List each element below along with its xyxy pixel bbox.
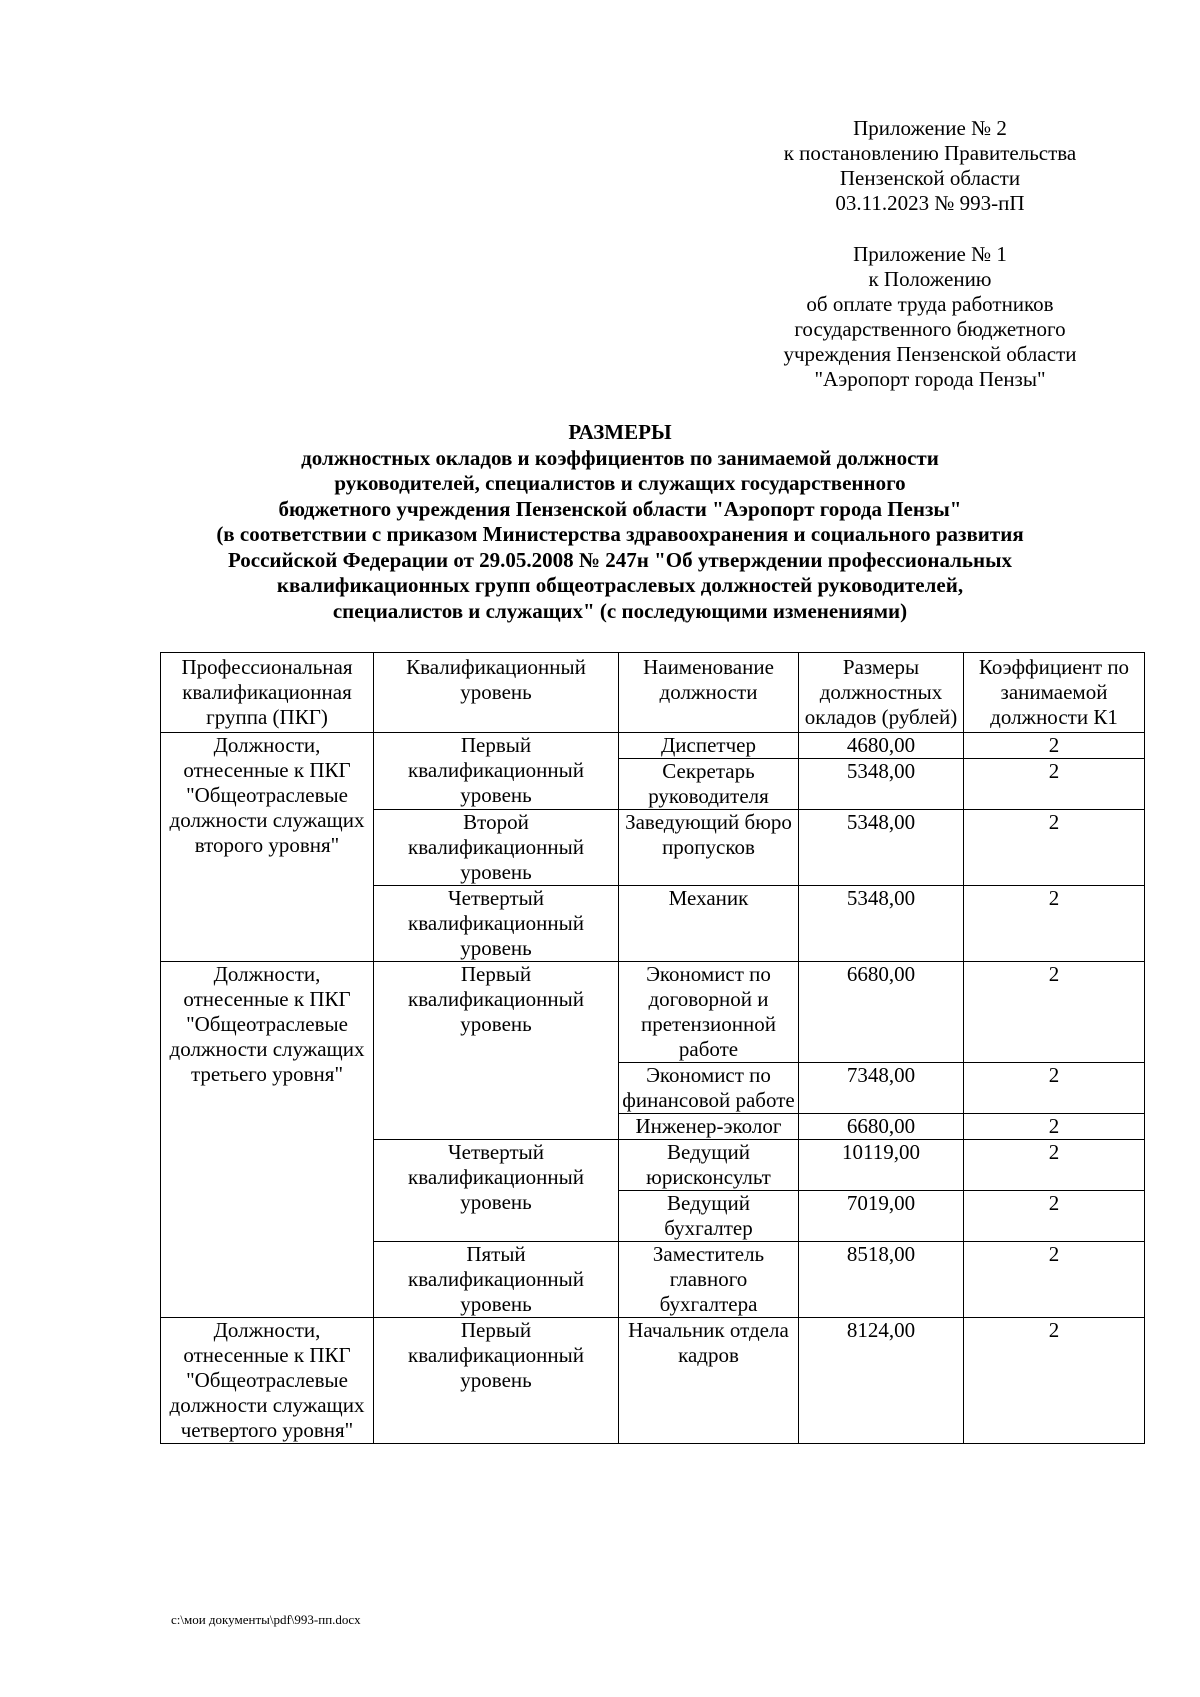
salary-table [160, 652, 1145, 1444]
coefficient-cell: 2 [964, 1191, 1145, 1242]
qual-level-cell: Первый квалификационный уровень [374, 733, 619, 810]
position-cell: Ведущий юрисконсульт [619, 1140, 799, 1191]
coefficient-cell: 2 [964, 810, 1145, 886]
position-cell: Экономист по финансовой работе [619, 1063, 799, 1114]
table-row [161, 962, 1145, 1063]
title-line: Российской Федерации от 29.05.2008 № 247н "Об утверждении профессиональных [227, 547, 1013, 572]
appendix-1-header [760, 242, 1100, 392]
title-line: (в соответствии с приказом Министерства здравоохранения и социального развития [216, 522, 1024, 546]
salary-cell: 6680,00 [799, 1114, 964, 1140]
title-heading: РАЗМЕРЫ [568, 420, 672, 444]
position-cell: Экономист по договорной и претензионной работе [619, 962, 799, 1063]
pkg-group-cell: Должности, отнесенные к ПКГ "Общеотраслевые должности служащих третьего уровня" [161, 962, 374, 1318]
coefficient-cell: 2 [964, 733, 1145, 759]
table-row [161, 733, 1145, 759]
header-line: государственного бюджетного [794, 317, 1066, 341]
column-header: Наименование должности [619, 653, 799, 733]
salary-cell: 5348,00 [799, 886, 964, 962]
position-cell: Заведующий бюро пропусков [619, 810, 799, 886]
pkg-group-cell: Должности, отнесенные к ПКГ "Общеотраслевые должности служащих второго уровня" [161, 733, 374, 962]
salary-cell: 5348,00 [799, 759, 964, 810]
title-line: руководителей, специалистов и служащих государственного [334, 471, 906, 495]
file-path-footer: c:\мои документы\pdf\993-пп.docx [171, 1612, 361, 1627]
position-cell: Заместитель главного бухгалтера [619, 1242, 799, 1318]
column-header: Профессиональная квалификационная группа (ПКГ) [161, 653, 374, 733]
coefficient-cell: 2 [964, 759, 1145, 810]
coefficient-cell: 2 [964, 1318, 1145, 1444]
coefficient-cell: 2 [964, 1140, 1145, 1191]
qual-level-cell: Четвертый квалификационный уровень [374, 1140, 619, 1242]
position-cell: Механик [619, 886, 799, 962]
position-cell: Ведущий бухгалтер [619, 1191, 799, 1242]
header-line: к Положению [868, 267, 992, 291]
qual-level-cell: Второй квалификационный уровень [374, 810, 619, 886]
coefficient-cell: 2 [964, 962, 1145, 1063]
title-line: квалификационных групп общеотраслевых должностей руководителей, [276, 573, 964, 597]
salary-cell: 8124,00 [799, 1318, 964, 1444]
position-cell: Диспетчер [619, 733, 799, 759]
position-cell: Секретарь руководителя [619, 759, 799, 810]
qual-level-cell: Четвертый квалификационный уровень [374, 886, 619, 962]
salary-cell: 6680,00 [799, 962, 964, 1063]
header-line: Пензенской области [839, 166, 1021, 190]
header-line: Приложение № 1 [853, 242, 1007, 266]
header-line: "Аэропорт города Пензы" [814, 367, 1046, 391]
title-line: бюджетного учреждения Пензенской области "Аэропорт города Пензы" [278, 496, 962, 521]
header-line: 03.11.2023 № 993-пП [835, 191, 1025, 215]
header-line: учреждения Пензенской области [783, 342, 1077, 366]
header-line: Приложение № 2 [853, 116, 1007, 140]
title-line: специалистов и служащих" (с последующими изменениями) [332, 598, 908, 623]
column-header: Коэффициент по занимаемой должности К1 [964, 653, 1145, 733]
appendix-2-header [760, 116, 1100, 216]
qual-level-cell: Первый квалификационный уровень [374, 1318, 619, 1444]
header-line: об оплате труда работников [806, 292, 1054, 316]
salary-cell: 5348,00 [799, 810, 964, 886]
coefficient-cell: 2 [964, 886, 1145, 962]
qual-level-cell: Пятый квалификационный уровень [374, 1242, 619, 1318]
salary-cell: 8518,00 [799, 1242, 964, 1318]
title-line: должностных окладов и коэффициентов по занимаемой должности [301, 445, 939, 470]
column-header: Квалификационный уровень [374, 653, 619, 733]
header-line: к постановлению Правительства [783, 141, 1077, 165]
coefficient-cell: 2 [964, 1063, 1145, 1114]
salary-cell: 7348,00 [799, 1063, 964, 1114]
coefficient-cell: 2 [964, 1114, 1145, 1140]
qual-level-cell: Первый квалификационный уровень [374, 962, 619, 1140]
salary-cell: 7019,00 [799, 1191, 964, 1242]
document-title [120, 420, 1120, 624]
table-row [161, 1318, 1145, 1444]
pkg-group-cell: Должности, отнесенные к ПКГ "Общеотраслевые должности служащих четвертого уровня" [161, 1318, 374, 1444]
column-header: Размеры должностных окладов (рублей) [799, 653, 964, 733]
position-cell: Начальник отдела кадров [619, 1318, 799, 1444]
salary-cell: 10119,00 [799, 1140, 964, 1191]
table-header-row [161, 653, 1145, 733]
salary-cell: 4680,00 [799, 733, 964, 759]
position-cell: Инженер-эколог [619, 1114, 799, 1140]
coefficient-cell: 2 [964, 1242, 1145, 1318]
